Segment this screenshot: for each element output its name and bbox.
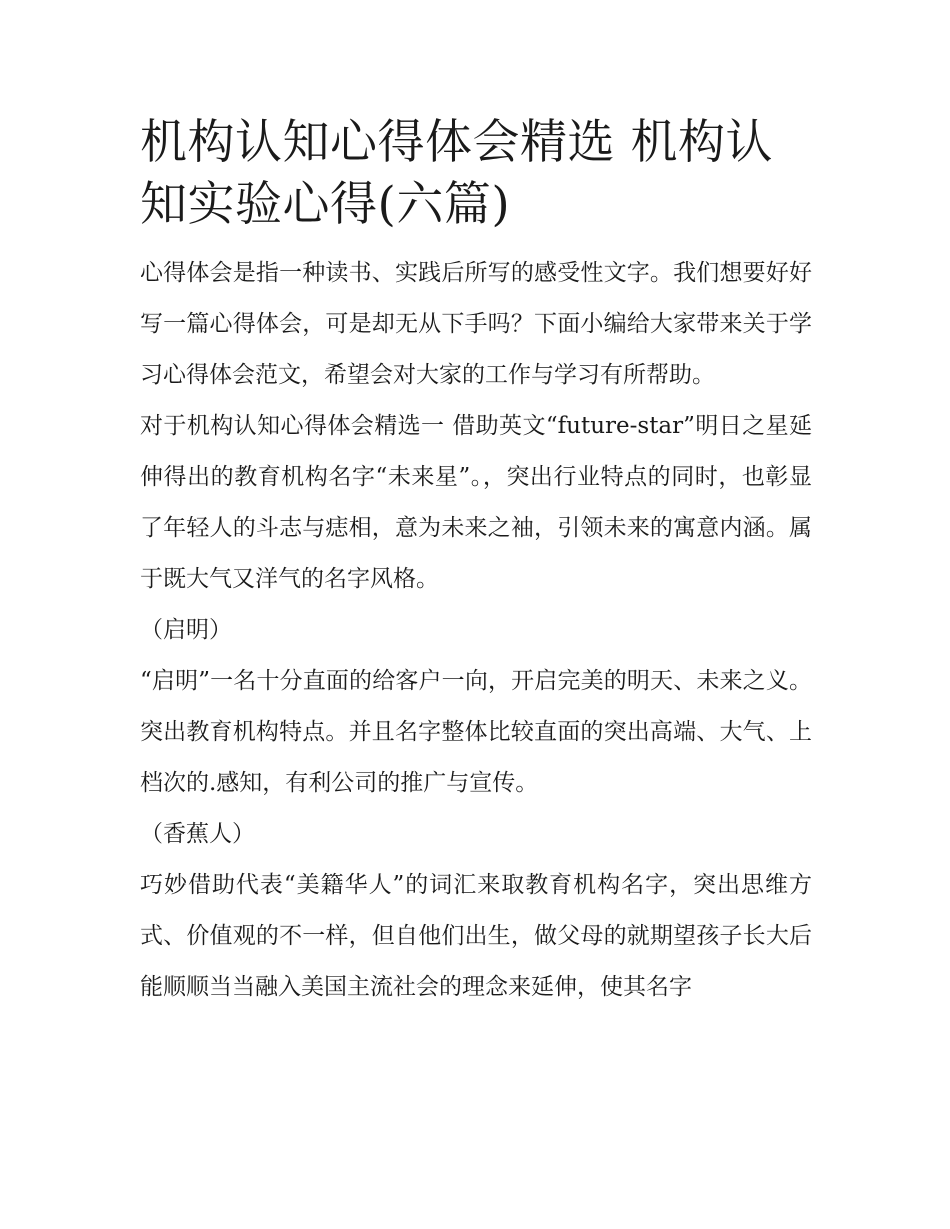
section-heading-xiangjiaoren: （香蕉人） xyxy=(140,821,255,847)
document-page xyxy=(140,112,812,1013)
body-paragraph: 对于机构认知心得体会精选一 借助英文“future-star”明日之星延伸得出的教育机构名字“未来星”。，突出行业特点的同时，也彰显了年轻人的斗志与痣相，意为未来之袖，引领未来的寓意内涵。属于既大气又洋气的名字风格。 xyxy=(140,413,812,592)
document-title: 机构认知心得体会精选 机构认知实验心得(六篇) xyxy=(140,115,773,232)
body-paragraph: 巧妙借助代表“美籍华人”的词汇来取教育机构名字，突出思维方式、价值观的不一样，但自他们出生，做父母的就期望孩子长大后能顺顺当当融入美国主流社会的理念来延伸，使其名字 xyxy=(140,872,812,1000)
intro-paragraph: 心得体会是指一种读书、实践后所写的感受性文字。我们想要好好写一篇心得体会，可是却无从下手吗？下面小编给大家带来关于学习心得体会范文，希望会对大家的工作与学习有所帮助。 xyxy=(140,260,812,388)
body-paragraph: “启明”一名十分直面的给客户一向，开启完美的明天、未来之义。突出教育机构特点。并且名字整体比较直面的突出高端、大气、上档次的.感知，有利公司的推广与宣传。 xyxy=(140,668,812,796)
section-heading-qiming: （启明） xyxy=(140,617,232,643)
